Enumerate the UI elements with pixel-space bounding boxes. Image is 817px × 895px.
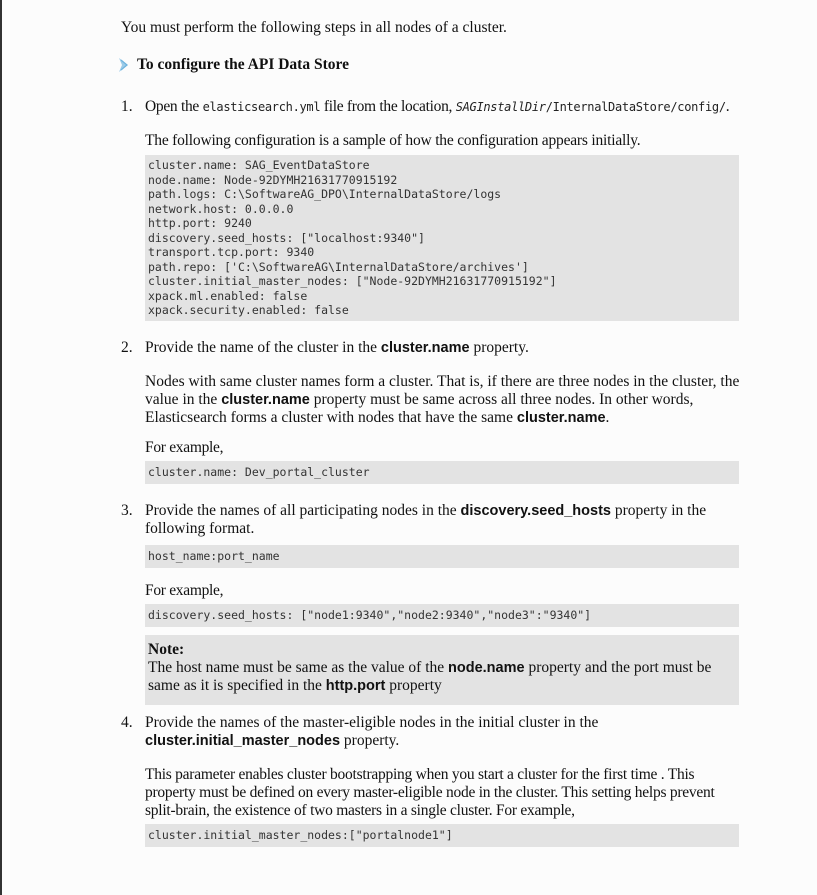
step-number: 1. xyxy=(121,98,133,115)
text: property must be same across all three nodes. In other words, Elasticsearch forms a cluster with nodes that have the same xyxy=(145,391,694,426)
window-edge xyxy=(0,0,2,895)
text: property. xyxy=(469,339,529,356)
example-label: For example, xyxy=(145,439,224,456)
text: file from the location, xyxy=(320,98,456,115)
text: The host name must be same as the value of the xyxy=(148,659,449,676)
text: . xyxy=(725,98,730,115)
step-1-instruction xyxy=(145,98,745,116)
intro-text: You must perform the following steps in all nodes of a cluster. xyxy=(121,19,507,36)
text: Nodes with same cluster names form a cluster. That is, if there are three nodes in the cluster, the value in the xyxy=(145,373,740,408)
property-name: cluster.name xyxy=(516,410,606,426)
code-block-format: host_name:port_name xyxy=(145,545,739,568)
text: property. xyxy=(340,732,400,749)
code-block-master-nodes: cluster.initial_master_nodes:["portalnode1"] xyxy=(145,824,739,847)
property-name: cluster.name xyxy=(380,340,470,356)
code-block-cluster-name: cluster.name: Dev_portal_cluster xyxy=(145,461,739,484)
step-number: 4. xyxy=(121,714,133,731)
example-label: For example, xyxy=(145,582,224,599)
step-4-instruction xyxy=(145,714,665,750)
text: . xyxy=(605,409,610,426)
note-box xyxy=(145,635,739,705)
property-name: cluster.name xyxy=(221,392,310,408)
step-3-instruction xyxy=(145,502,745,538)
text: property in the following format. xyxy=(145,502,707,537)
text: Provide the name of the cluster in the xyxy=(145,339,381,356)
step-number: 2. xyxy=(121,339,133,356)
property-name: discovery.seed_hosts xyxy=(460,503,611,519)
procedure-title: To configure the API Data Store xyxy=(137,56,349,73)
text: property and the port must be same as it is specified in the xyxy=(148,659,712,694)
path: /InternalDataStore/config/ xyxy=(545,100,726,114)
code-block-seed-hosts: discovery.seed_hosts: ["node1:9340","node2:9340","node3":"9340"] xyxy=(145,604,739,627)
text: Provide the names of the master-eligible nodes in the initial cluster in the xyxy=(145,714,599,731)
step-1-desc: The following configuration is a sample of how the configuration appears initially. xyxy=(145,132,641,149)
property-name: cluster.initial_master_nodes xyxy=(145,733,341,749)
step-2-instruction xyxy=(145,339,745,357)
text: Open the xyxy=(145,98,203,115)
step-number: 3. xyxy=(121,502,133,519)
text: property xyxy=(385,677,442,694)
property-name: http.port xyxy=(325,678,386,694)
text: Provide the names of all participating nodes in the xyxy=(145,502,461,519)
chevron-right-icon xyxy=(117,57,131,73)
property-name: node.name xyxy=(448,660,525,676)
step-2-paragraph xyxy=(145,373,745,427)
note-text xyxy=(148,659,736,695)
file-name: elasticsearch.yml xyxy=(202,100,321,114)
note-title: Note: xyxy=(148,641,185,658)
path-variable: SAGInstallDir xyxy=(455,100,546,114)
step-4-paragraph: This parameter enables cluster bootstrapping when you start a cluster for the first time . This property must be defined on every master-eligible node in the cluster. This setting helps prevent split-brain, the existence of two masters in a single cluster. For example, xyxy=(145,766,715,819)
code-block-config: cluster.name: SAG_EventDataStore node.name: Node-92DYMH21631770915192 path.logs: C:\SoftwareAG_DPO\InternalDataStore/logs network.host: 0.0.0.0 http.port: 9240 discovery.seed_hosts: ["localhost:9340"] transport.tcp.port: 9340 path.repo: ['C:\SoftwareAG\InternalDataStore/archives'] cluster.initial_master_nodes: ["Node-92DYMH21631770915192"] xpack.ml.enabled: false xpack.security.enabled: false xyxy=(145,155,739,321)
procedure-heading xyxy=(117,56,349,74)
